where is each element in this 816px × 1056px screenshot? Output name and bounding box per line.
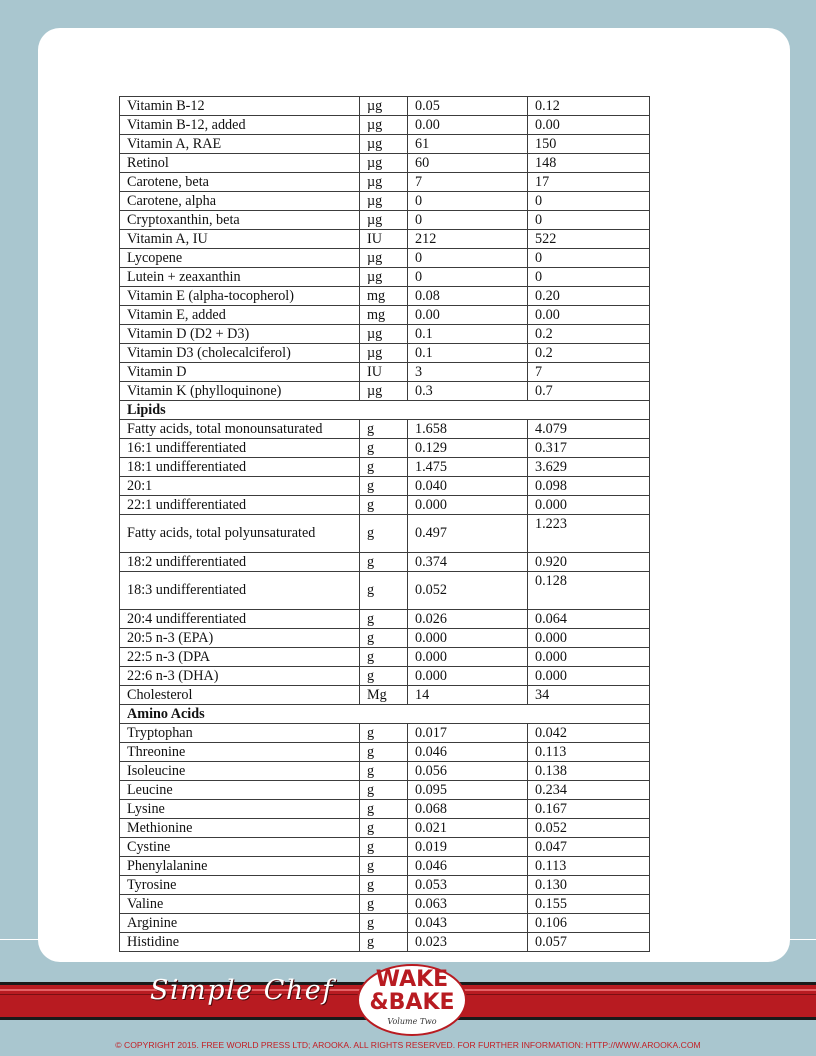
nutrient-name-cell: Carotene, beta — [120, 173, 360, 192]
value-cell: 0 — [408, 268, 528, 287]
value-cell: 0 — [408, 249, 528, 268]
value-cell: 0.1 — [408, 325, 528, 344]
value-cell-alt: 0 — [528, 192, 650, 211]
table-row — [120, 477, 650, 496]
table-row — [120, 306, 650, 325]
value-cell: 14 — [408, 686, 528, 705]
value-cell: 0.000 — [408, 667, 528, 686]
value-cell: 61 — [408, 135, 528, 154]
nutrient-name-cell: Vitamin E (alpha-tocopherol) — [120, 287, 360, 306]
value-cell-alt: 34 — [528, 686, 650, 705]
nutrient-name-cell: Threonine — [120, 743, 360, 762]
value-cell: 0.068 — [408, 800, 528, 819]
value-cell: 0.00 — [408, 116, 528, 135]
value-cell: 60 — [408, 154, 528, 173]
value-cell-alt: 1.223 — [528, 515, 650, 553]
nutrient-name-cell: Leucine — [120, 781, 360, 800]
nutrient-name-cell: 22:5 n-3 (DPA — [120, 648, 360, 667]
value-cell-alt: 0.000 — [528, 667, 650, 686]
value-cell-alt: 0.2 — [528, 325, 650, 344]
nutrient-name-cell: 20:4 undifferentiated — [120, 610, 360, 629]
nutrient-name-cell: Cryptoxanthin, beta — [120, 211, 360, 230]
table-row — [120, 876, 650, 895]
nutrient-name-cell: Retinol — [120, 154, 360, 173]
value-cell-alt: 3.629 — [528, 458, 650, 477]
nutrient-name-cell: Isoleucine — [120, 762, 360, 781]
wake-bake-logo — [357, 964, 467, 1036]
value-cell-alt: 0.920 — [528, 553, 650, 572]
value-cell: 0.023 — [408, 933, 528, 952]
value-cell: 0.1 — [408, 344, 528, 363]
value-cell-alt: 0.064 — [528, 610, 650, 629]
nutrient-name-cell: 22:6 n-3 (DHA) — [120, 667, 360, 686]
table-row — [120, 173, 650, 192]
table-row — [120, 268, 650, 287]
table-row — [120, 458, 650, 477]
unit-cell: g — [360, 610, 408, 629]
value-cell-alt: 0 — [528, 249, 650, 268]
unit-cell: g — [360, 477, 408, 496]
nutrient-name-cell: Tyrosine — [120, 876, 360, 895]
value-cell: 0.095 — [408, 781, 528, 800]
unit-cell: g — [360, 857, 408, 876]
nutrient-name-cell: Cholesterol — [120, 686, 360, 705]
value-cell-alt: 7 — [528, 363, 650, 382]
nutrient-name-cell: Fatty acids, total polyunsaturated — [120, 515, 360, 553]
nutrient-name-cell: 22:1 undifferentiated — [120, 496, 360, 515]
value-cell-alt: 0.155 — [528, 895, 650, 914]
unit-cell: µg — [360, 135, 408, 154]
section-heading: Lipids — [120, 401, 650, 420]
unit-cell: g — [360, 458, 408, 477]
value-cell-alt: 0.130 — [528, 876, 650, 895]
table-row — [120, 743, 650, 762]
value-cell-alt: 0.113 — [528, 743, 650, 762]
value-cell: 0.3 — [408, 382, 528, 401]
value-cell-alt: 0.042 — [528, 724, 650, 743]
value-cell: 0.040 — [408, 477, 528, 496]
logo-line-bake: &BAKE — [369, 990, 455, 1015]
table-row — [120, 344, 650, 363]
value-cell-alt: 17 — [528, 173, 650, 192]
table-row — [120, 135, 650, 154]
nutrient-name-cell: Valine — [120, 895, 360, 914]
unit-cell: g — [360, 819, 408, 838]
value-cell-alt: 0.7 — [528, 382, 650, 401]
value-cell: 7 — [408, 173, 528, 192]
table-row — [120, 116, 650, 135]
unit-cell: µg — [360, 154, 408, 173]
nutrient-name-cell: Vitamin A, RAE — [120, 135, 360, 154]
unit-cell: g — [360, 648, 408, 667]
unit-cell: g — [360, 743, 408, 762]
value-cell: 1.475 — [408, 458, 528, 477]
value-cell: 0.053 — [408, 876, 528, 895]
table-row — [120, 800, 650, 819]
page-edge-line-right — [790, 939, 816, 940]
nutrient-name-cell: Arginine — [120, 914, 360, 933]
table-row — [120, 914, 650, 933]
table-row — [120, 895, 650, 914]
table-row — [120, 249, 650, 268]
nutrient-name-cell: Fatty acids, total monounsaturated — [120, 420, 360, 439]
table-row — [120, 933, 650, 952]
value-cell: 0.00 — [408, 306, 528, 325]
table-row — [120, 838, 650, 857]
unit-cell: µg — [360, 382, 408, 401]
nutrient-name-cell: Histidine — [120, 933, 360, 952]
page-edge-line-left — [0, 939, 38, 940]
table-row — [120, 553, 650, 572]
table-row — [120, 686, 650, 705]
unit-cell: g — [360, 762, 408, 781]
value-cell-alt: 0.317 — [528, 439, 650, 458]
nutrient-name-cell: 20:5 n-3 (EPA) — [120, 629, 360, 648]
value-cell: 0.043 — [408, 914, 528, 933]
unit-cell: µg — [360, 268, 408, 287]
brand-simple-chef: Simple Chef — [150, 975, 334, 1006]
table-row — [120, 781, 650, 800]
table-row — [120, 211, 650, 230]
table-row — [120, 287, 650, 306]
table-row — [120, 610, 650, 629]
value-cell-alt: 0.2 — [528, 344, 650, 363]
value-cell-alt: 0.128 — [528, 572, 650, 610]
logo-line-wake: WAKE — [375, 967, 449, 992]
nutrient-name-cell: 16:1 undifferentiated — [120, 439, 360, 458]
value-cell-alt: 0.000 — [528, 648, 650, 667]
unit-cell: mg — [360, 306, 408, 325]
nutrient-table-body — [120, 97, 650, 952]
table-row — [120, 192, 650, 211]
unit-cell: g — [360, 914, 408, 933]
unit-cell: g — [360, 876, 408, 895]
value-cell: 0.046 — [408, 857, 528, 876]
section-row — [120, 401, 650, 420]
nutrient-name-cell: 18:2 undifferentiated — [120, 553, 360, 572]
value-cell: 212 — [408, 230, 528, 249]
value-cell: 0.056 — [408, 762, 528, 781]
nutrient-name-cell: 20:1 — [120, 477, 360, 496]
nutrient-name-cell: Vitamin B-12 — [120, 97, 360, 116]
nutrient-name-cell: 18:3 undifferentiated — [120, 572, 360, 610]
value-cell-alt: 4.079 — [528, 420, 650, 439]
nutrient-name-cell: Vitamin D3 (cholecalciferol) — [120, 344, 360, 363]
unit-cell: mg — [360, 287, 408, 306]
table-row — [120, 819, 650, 838]
table-row — [120, 648, 650, 667]
value-cell: 3 — [408, 363, 528, 382]
value-cell: 0.05 — [408, 97, 528, 116]
value-cell-alt: 0.138 — [528, 762, 650, 781]
value-cell-alt: 0.052 — [528, 819, 650, 838]
unit-cell: µg — [360, 344, 408, 363]
value-cell: 0.046 — [408, 743, 528, 762]
value-cell-alt: 0.113 — [528, 857, 650, 876]
table-row — [120, 667, 650, 686]
value-cell-alt: 0 — [528, 211, 650, 230]
value-cell: 0.052 — [408, 572, 528, 610]
value-cell-alt: 0.106 — [528, 914, 650, 933]
value-cell-alt: 0.000 — [528, 496, 650, 515]
value-cell-alt: 150 — [528, 135, 650, 154]
section-heading: Amino Acids — [120, 705, 650, 724]
unit-cell: g — [360, 496, 408, 515]
nutrient-table — [119, 96, 650, 952]
value-cell: 0 — [408, 192, 528, 211]
value-cell: 0.063 — [408, 895, 528, 914]
table-row — [120, 154, 650, 173]
unit-cell: g — [360, 515, 408, 553]
nutrient-name-cell: Methionine — [120, 819, 360, 838]
unit-cell: Mg — [360, 686, 408, 705]
unit-cell: IU — [360, 363, 408, 382]
unit-cell: g — [360, 629, 408, 648]
nutrient-name-cell: Vitamin D — [120, 363, 360, 382]
value-cell: 0.08 — [408, 287, 528, 306]
value-cell-alt: 0.167 — [528, 800, 650, 819]
table-row — [120, 629, 650, 648]
copyright-notice: © COPYRIGHT 2015. FREE WORLD PRESS LTD; AROOKA. ALL RIGHTS RESERVED. FOR FURTHER INFORMATION: HTTP://WWW.AROOKA.COM — [115, 1040, 701, 1050]
unit-cell: g — [360, 781, 408, 800]
value-cell-alt: 0.00 — [528, 116, 650, 135]
table-row — [120, 325, 650, 344]
value-cell-alt: 0.098 — [528, 477, 650, 496]
unit-cell: g — [360, 667, 408, 686]
unit-cell: g — [360, 800, 408, 819]
unit-cell: IU — [360, 230, 408, 249]
table-row — [120, 97, 650, 116]
value-cell-alt: 0.00 — [528, 306, 650, 325]
unit-cell: µg — [360, 116, 408, 135]
logo-line-volume: Volume Two — [387, 1017, 437, 1026]
unit-cell: µg — [360, 192, 408, 211]
table-row — [120, 572, 650, 610]
value-cell: 0.021 — [408, 819, 528, 838]
value-cell: 0.374 — [408, 553, 528, 572]
nutrient-name-cell: Vitamin K (phylloquinone) — [120, 382, 360, 401]
value-cell: 0.000 — [408, 629, 528, 648]
value-cell: 0.017 — [408, 724, 528, 743]
value-cell-alt: 0.20 — [528, 287, 650, 306]
nutrient-name-cell: 18:1 undifferentiated — [120, 458, 360, 477]
table-row — [120, 230, 650, 249]
value-cell: 1.658 — [408, 420, 528, 439]
unit-cell: g — [360, 838, 408, 857]
table-row — [120, 496, 650, 515]
unit-cell: g — [360, 439, 408, 458]
table-row — [120, 363, 650, 382]
table-row — [120, 724, 650, 743]
nutrient-name-cell: Cystine — [120, 838, 360, 857]
value-cell-alt: 0.000 — [528, 629, 650, 648]
value-cell-alt: 0.057 — [528, 933, 650, 952]
nutrient-name-cell: Lycopene — [120, 249, 360, 268]
nutrient-name-cell: Lysine — [120, 800, 360, 819]
section-row — [120, 705, 650, 724]
unit-cell: g — [360, 553, 408, 572]
value-cell: 0.497 — [408, 515, 528, 553]
unit-cell: µg — [360, 249, 408, 268]
table-row — [120, 857, 650, 876]
value-cell: 0 — [408, 211, 528, 230]
value-cell-alt: 0.12 — [528, 97, 650, 116]
value-cell: 0.000 — [408, 496, 528, 515]
unit-cell: g — [360, 420, 408, 439]
unit-cell: µg — [360, 211, 408, 230]
value-cell: 0.019 — [408, 838, 528, 857]
value-cell: 0.000 — [408, 648, 528, 667]
unit-cell: µg — [360, 97, 408, 116]
nutrient-name-cell: Vitamin B-12, added — [120, 116, 360, 135]
value-cell-alt: 522 — [528, 230, 650, 249]
nutrient-name-cell: Carotene, alpha — [120, 192, 360, 211]
unit-cell: g — [360, 895, 408, 914]
value-cell-alt: 0.234 — [528, 781, 650, 800]
value-cell-alt: 0 — [528, 268, 650, 287]
table-row — [120, 515, 650, 553]
table-row — [120, 762, 650, 781]
nutrient-name-cell: Vitamin A, IU — [120, 230, 360, 249]
table-row — [120, 439, 650, 458]
unit-cell: g — [360, 933, 408, 952]
value-cell: 0.129 — [408, 439, 528, 458]
nutrient-name-cell: Lutein + zeaxanthin — [120, 268, 360, 287]
value-cell: 0.026 — [408, 610, 528, 629]
value-cell-alt: 148 — [528, 154, 650, 173]
nutrient-name-cell: Tryptophan — [120, 724, 360, 743]
unit-cell: µg — [360, 173, 408, 192]
nutrient-name-cell: Phenylalanine — [120, 857, 360, 876]
table-row — [120, 420, 650, 439]
unit-cell: g — [360, 724, 408, 743]
value-cell-alt: 0.047 — [528, 838, 650, 857]
table-row — [120, 382, 650, 401]
unit-cell: g — [360, 572, 408, 610]
nutrient-name-cell: Vitamin D (D2 + D3) — [120, 325, 360, 344]
unit-cell: µg — [360, 325, 408, 344]
nutrient-name-cell: Vitamin E, added — [120, 306, 360, 325]
